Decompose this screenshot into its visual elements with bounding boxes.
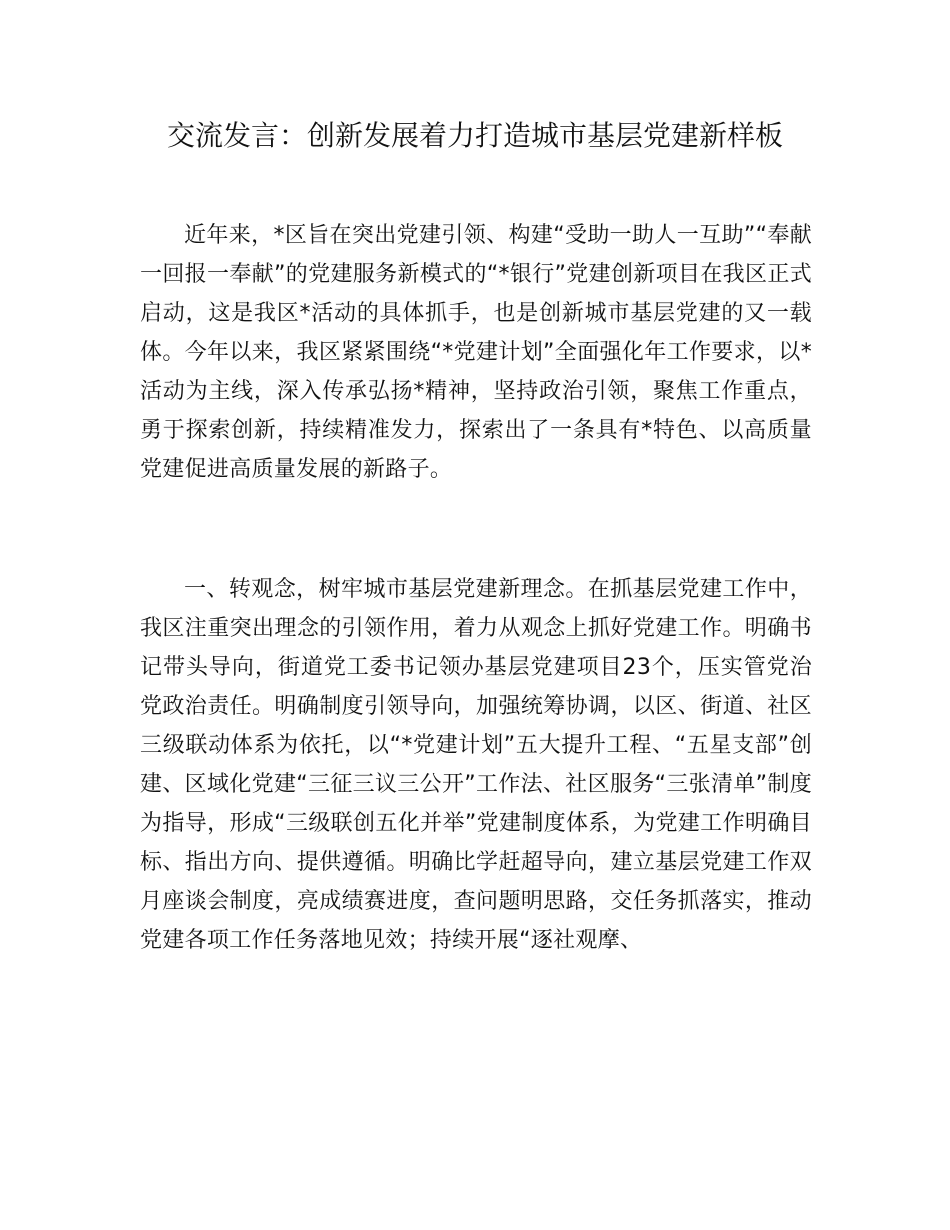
paragraph-intro: 近年来，*区旨在突出党建引领、构建“受助一助人一互助”“奉献一回报一奉献”的党建服务新模式的“*银行”党建创新项目在我区正式启动，这是我区*活动的具体抓手，也是创新城市基层党建的又一载体。今年以来，我区紧紧围绕“*党建计划”全面强化年工作要求，以*活动为主线，深入传承弘扬*精神，坚持政治引领，聚焦工作重点，勇于探索创新，持续精准发力，探索出了一条具有*特色、以高质量党建促进高质量发展的新路子。 [140,223,812,482]
paragraph-section-one: 一、转观念，树牢城市基层党建新理念。在抓基层党建工作中，我区注重突出理念的引领作用，着力从观念上抓好党建工作。明确书记带头导向，街道党工委书记领办基层党建项目23个，压实管党治党政治责任。明确制度引领导向，加强统筹协调，以区、街道、社区三级联动体系为依托，以“*党建计划”五大提升工程、“五星支部”创建、区域化党建“三征三议三公开”工作法、社区服务“三张清单”制度为指导，形成“三级联创五化并举”党建制度体系，为党建工作明确目标、指出方向、提供遵循。明确比学赶超导向，建立基层党建工作双月座谈会制度，亮成绩赛进度，查问题明思路，交任务抓落实，推动党建各项工作任务落地见效；持续开展“逐社观摩、 [140,577,812,953]
document-title: 交流发言：创新发展着力打造城市基层党建新样板 [166,119,783,152]
